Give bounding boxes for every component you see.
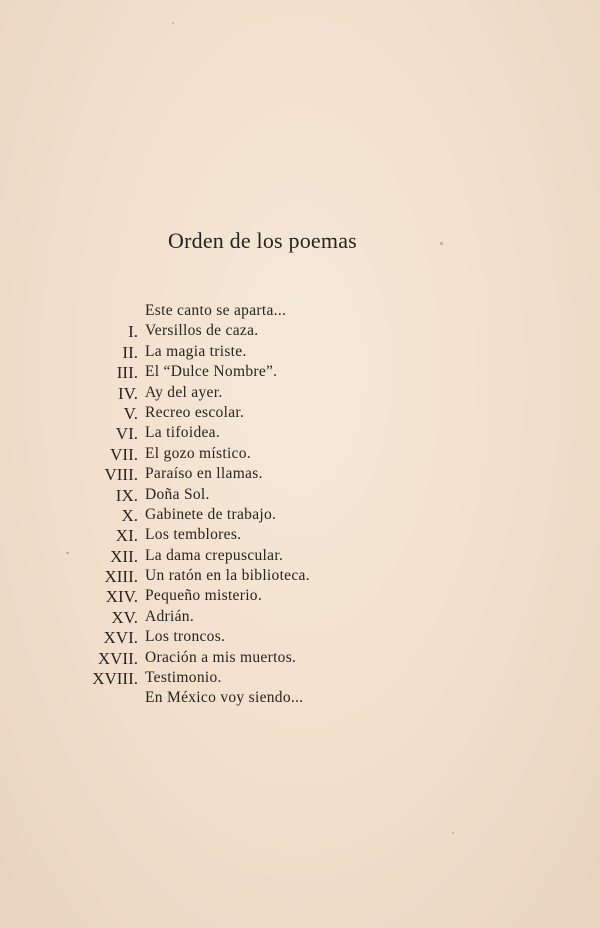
paper-speck <box>452 832 454 834</box>
toc-entry <box>0 669 600 689</box>
toc-entry <box>0 465 600 485</box>
toc-entry <box>0 649 600 669</box>
poem-number: II. <box>122 342 138 362</box>
poem-title: Este canto se aparta... <box>145 302 287 319</box>
poem-title: Pequeño misterio. <box>145 587 263 605</box>
toc-entry <box>0 567 600 587</box>
poem-title: Oración a mis muertos. <box>145 648 297 666</box>
poem-title: En México voy siendo... <box>145 689 304 707</box>
toc-entry <box>0 363 600 383</box>
toc-entry <box>0 424 600 444</box>
poem-title: La tifoidea. <box>145 424 221 442</box>
poem-title: El “Dulce Nombre”. <box>145 363 278 381</box>
poem-number: VI. <box>115 424 138 444</box>
toc-entry <box>0 384 600 404</box>
toc-entry <box>0 689 600 709</box>
poem-number: XVI. <box>103 628 138 648</box>
poem-number: XIII. <box>104 567 138 587</box>
poem-number: XIV. <box>105 587 138 607</box>
paper-speck <box>440 242 443 245</box>
poem-number: V. <box>123 403 138 423</box>
poem-number: XV. <box>111 607 138 627</box>
poem-number: III. <box>116 363 138 383</box>
poem-number: I. <box>128 322 138 342</box>
poem-title: La magia triste. <box>145 342 247 360</box>
toc-entry <box>0 445 600 465</box>
toc-entry <box>0 526 600 546</box>
toc-entry <box>0 404 600 424</box>
toc-entry <box>0 506 600 526</box>
poem-number: VII. <box>110 444 138 464</box>
toc-entry <box>0 302 600 322</box>
poem-title: Versillos de caza. <box>145 322 259 340</box>
poem-title: Gabinete de trabajo. <box>145 505 277 523</box>
toc-entry <box>0 628 600 648</box>
poem-title: La dama crepuscular. <box>145 546 284 564</box>
poem-title: Adrián. <box>145 607 195 625</box>
poem-title: Recreo escolar. <box>145 403 245 421</box>
page-title: Orden de los poemas <box>168 228 357 253</box>
poem-number: IV. <box>118 383 138 403</box>
poem-title: Ay del ayer. <box>145 383 223 401</box>
poem-number: IX. <box>115 485 138 505</box>
poem-title: Doña Sol. <box>145 485 210 503</box>
toc-entry <box>0 343 600 363</box>
poem-title: Los temblores. <box>145 526 242 544</box>
poem-title: Un ratón en la biblioteca. <box>145 567 310 585</box>
poem-title: Paraíso en llamas. <box>145 465 263 483</box>
poem-number: XII. <box>110 546 138 566</box>
poem-number: XI. <box>115 526 138 546</box>
poem-number: XVII. <box>97 648 138 668</box>
poem-title: El gozo místico. <box>145 444 251 462</box>
poem-number: X. <box>121 505 138 525</box>
toc-entry <box>0 322 600 342</box>
poem-title: Testimonio. <box>145 669 222 687</box>
poem-number: VIII. <box>104 465 138 485</box>
toc-entry <box>0 547 600 567</box>
toc-entry <box>0 608 600 628</box>
toc-entry <box>0 587 600 607</box>
paper-speck <box>172 22 174 24</box>
toc-entry <box>0 486 600 506</box>
poem-number: XVIII. <box>92 669 138 689</box>
poem-title: Los troncos. <box>145 628 226 646</box>
table-of-contents <box>0 302 600 710</box>
